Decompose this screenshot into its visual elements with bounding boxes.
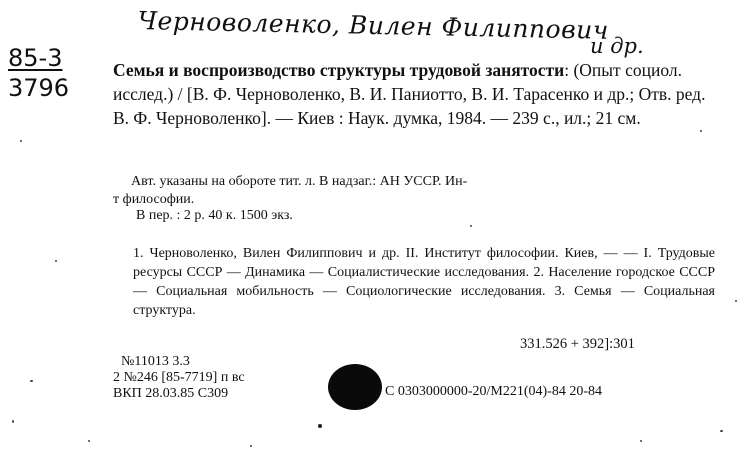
handwritten-et-al: и др. xyxy=(590,34,644,58)
note-line-2: т философии. xyxy=(113,192,195,207)
handwritten-shelfmark xyxy=(8,44,69,102)
shelfmark-top: 85-3 xyxy=(8,44,63,72)
scan-speck xyxy=(12,420,14,423)
price-line: В пер. : 2 р. 40 к. 1500 экз. xyxy=(136,208,293,223)
scan-speck xyxy=(30,380,33,382)
shelfmark-bottom: 3796 xyxy=(8,74,70,102)
entry-title: Семья и воспроизводство структуры трудовой занятости xyxy=(113,60,565,80)
card-number-line-1: №11013 3.3 xyxy=(121,354,190,369)
scan-speck xyxy=(55,260,57,262)
classification-number: 331.526 + 392]:301 xyxy=(520,336,635,352)
scan-speck xyxy=(700,130,702,132)
scan-speck xyxy=(640,440,642,442)
scan-speck xyxy=(20,140,22,142)
card-numbers xyxy=(113,354,245,402)
scan-speck xyxy=(735,300,737,302)
entry-notes xyxy=(113,173,713,209)
handwritten-author-name: Черноволенко, Вилен Филиппович xyxy=(137,6,610,45)
note-line-1: Авт. указаны на обороте тит. л. В надзаг.: АН УССР. Ин- xyxy=(131,174,468,189)
card-number-line-3: ВКП 28.03.85 С309 xyxy=(113,386,229,401)
subject-tracing xyxy=(113,244,715,320)
scan-speck xyxy=(720,430,723,432)
entry-body: : (Опыт социол. исслед.) / [В. Ф. Черноволенко, В. И. Паниотто, В. И. Тарасенко и др.; Отв. ред. В. Ф. Черноволенко]. — Киев : Наук. думка, 1984. — 239 с., ил.; 21 см. xyxy=(113,60,706,128)
scan-speck xyxy=(88,440,90,442)
ink-dot xyxy=(318,424,322,428)
card-number-line-2: 2 №246 [85-7719] п вс xyxy=(113,370,245,385)
publisher-code: С 0303000000-20/М221(04)-84 20-84 xyxy=(385,384,602,399)
ink-blot xyxy=(328,364,382,410)
scan-speck xyxy=(470,225,472,227)
bibliographic-entry xyxy=(113,58,713,130)
tracing-paragraph: 1. Черноволенко, Вилен Филиппович и др. II. Институт философии. Киев, — — I. Трудовые ресурсы СССР — Динамика — Социалистические исследования. 2. Население городское СССР — Социальная мобильность — Социологические исследования. 3. Семья — Социальная структура. xyxy=(133,246,715,318)
scan-speck xyxy=(250,445,252,447)
